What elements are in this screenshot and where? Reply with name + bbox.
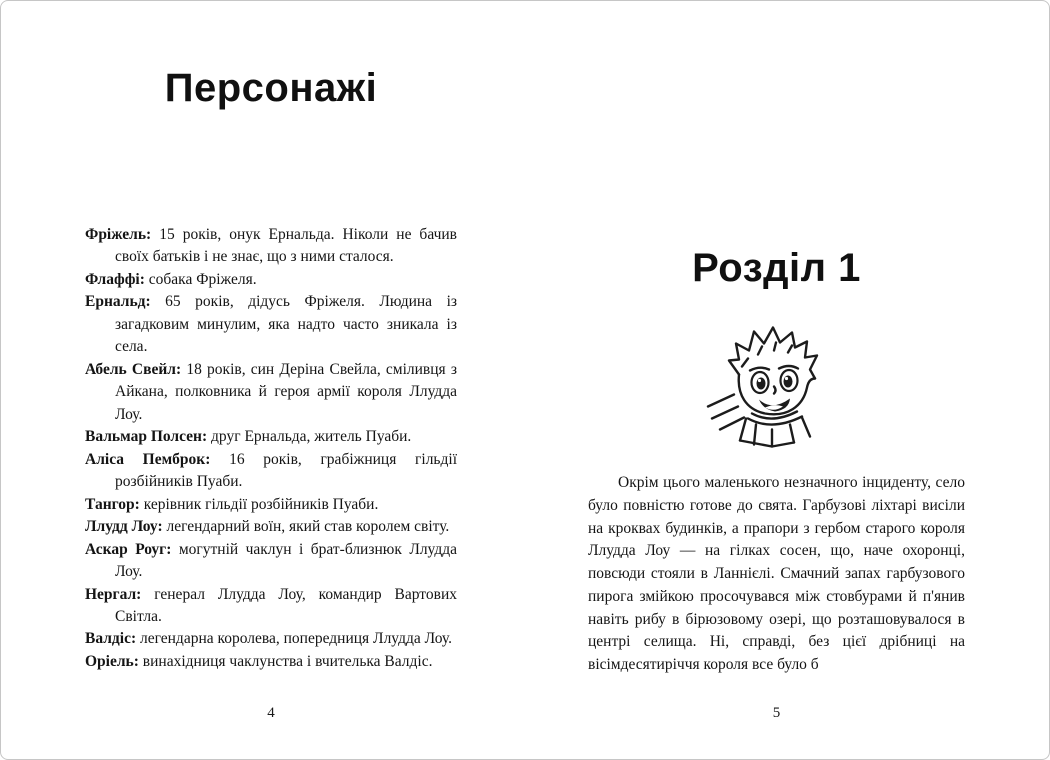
characters-page-title: Персонажі (164, 66, 378, 110)
character-entry (85, 426, 457, 448)
character-name: Валдіс: (85, 630, 137, 648)
character-name: Вальмар Полсен: (85, 428, 208, 446)
character-entry (85, 291, 457, 358)
character-entry (85, 224, 457, 269)
character-description: собака Фріжеля. (144, 270, 257, 288)
character-entry (85, 359, 457, 426)
character-name: Аліса Пемброк: (85, 450, 211, 468)
character-description: могутній чаклун і брат-близнюк Ллудда Лоу. (115, 540, 457, 581)
character-description: 15 років, онук Ернальда. Ніколи не бачив своїх батьків і не знає, що з ними сталося. (115, 226, 457, 266)
character-entry (85, 539, 457, 584)
left-page-number: 4 (267, 705, 275, 721)
boy-sketch-icon (702, 312, 852, 457)
character-description: друг Ернальда, житель Пуаби. (207, 428, 412, 446)
character-description: легендарна королева, попередниця Ллудда Лоу. (136, 630, 452, 648)
character-description: керівник гільдії розбійників Пуаби. (139, 495, 379, 513)
character-entry (85, 449, 457, 494)
character-entry (85, 584, 457, 629)
page-left (85, 0, 457, 760)
character-name: Фріжель: (85, 226, 152, 243)
page-right (588, 0, 965, 760)
character-list (85, 224, 457, 673)
character-entry (85, 516, 457, 538)
character-name: Абель Свейл: (85, 360, 182, 378)
character-description: генерал Ллудда Лоу, командир Вартових Світла. (115, 585, 457, 625)
character-name: Нергал: (85, 585, 142, 603)
right-page-number: 5 (772, 705, 781, 721)
chapter-title: Розділ 1 (692, 246, 861, 290)
character-name: Аскар Роуг: (85, 540, 172, 558)
character-description: 65 років, дідусь Фріжеля. Людина із загадковим минулим, яка надто часто зникала із села. (115, 293, 457, 356)
character-description: легендарний воїн, який став королем світу. (162, 518, 450, 536)
character-name: Ернальд: (85, 293, 151, 311)
character-name: Оріель: (85, 652, 139, 670)
character-entry (85, 628, 457, 650)
character-entry (85, 269, 457, 291)
character-name: Флаффі: (85, 270, 145, 288)
character-entry (85, 494, 457, 516)
character-name: Ллудд Лоу: (85, 518, 163, 536)
chapter-paragraph: Окрім цього маленького незначного інциденту, село було повністю готове до свята. Гарбузові ліхтарі висіли на кроквах будинків, а прапори з гербом старого короля Ллудда Лоу — на гілках сосен, що, наче охоронці, повсюди стояли в Ланнієлі. Смачний запах гарбузового пирога змійкою просочувався між стовбурами й п'янив навіть рибу в бірюзовому озері, що розташовувалося в центрі селища. Ні, справді, без цієї дрібниці на вісімдесятиріччя короля все було б (588, 474, 965, 674)
character-entry (85, 651, 457, 673)
character-description: 18 років, син Деріна Свейла, сміливця з Айкана, полковника й героя армії короля Ллудда Лоу. (115, 360, 457, 423)
character-description: винахідниця чаклунства і вчителька Валдіс. (138, 652, 433, 670)
chapter-illustration (588, 312, 965, 457)
character-description: 16 років, грабіжниця гільдії розбійників Пуаби. (115, 450, 457, 491)
character-name: Тангор: (85, 495, 140, 513)
